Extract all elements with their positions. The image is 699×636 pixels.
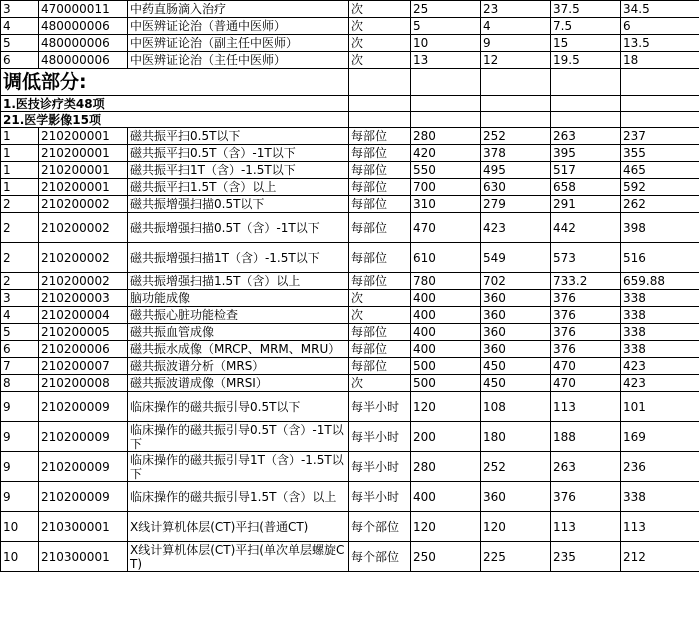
table-cell[interactable]: 263	[551, 452, 621, 482]
table-row	[1, 542, 699, 572]
table-cell[interactable]: 101	[621, 392, 699, 422]
table-cell[interactable]: 每个部位	[349, 512, 411, 542]
table-cell[interactable]: 702	[481, 273, 551, 290]
table-cell[interactable]: 360	[481, 482, 551, 512]
table-cell[interactable]: X线计算机体层(CT)平扫(普通CT)	[128, 512, 349, 542]
table-cell[interactable]: 120	[411, 392, 481, 422]
table-row	[1, 145, 699, 162]
section-title-row	[1, 69, 699, 96]
table-cell[interactable]: 脑功能成像	[128, 290, 349, 307]
empty-cell[interactable]	[621, 112, 699, 128]
table-cell[interactable]: 291	[551, 196, 621, 213]
table-cell[interactable]: 210200009	[39, 392, 128, 422]
table-cell[interactable]: 10	[1, 542, 39, 572]
table-cell[interactable]: 每部位	[349, 358, 411, 375]
table-cell[interactable]: 400	[411, 341, 481, 358]
table-cell[interactable]: 4	[1, 18, 39, 35]
table-cell[interactable]: 210200009	[39, 482, 128, 512]
table-cell[interactable]: 210200001	[39, 162, 128, 179]
table-cell[interactable]: 临床操作的磁共振引导1.5T（含）以上	[128, 482, 349, 512]
empty-cell[interactable]	[621, 96, 699, 112]
table-cell[interactable]: 每半小时	[349, 392, 411, 422]
table-cell[interactable]: 2	[1, 213, 39, 243]
table-cell[interactable]: 210200007	[39, 358, 128, 375]
table-cell[interactable]: 5	[1, 324, 39, 341]
table-cell[interactable]: 中药直肠滴入治疗	[128, 1, 349, 18]
table-row	[1, 452, 699, 482]
table-cell[interactable]: 次	[349, 290, 411, 307]
table-cell[interactable]: 376	[551, 324, 621, 341]
table-cell[interactable]: 338	[621, 482, 699, 512]
table-cell[interactable]: 210200002	[39, 213, 128, 243]
table-cell[interactable]: 次	[349, 52, 411, 69]
table-cell[interactable]: 1	[1, 145, 39, 162]
table-cell[interactable]: 中医辨证论治（普通中医师）	[128, 18, 349, 35]
empty-cell[interactable]	[551, 112, 621, 128]
table-cell[interactable]: 9	[1, 452, 39, 482]
table-cell[interactable]: 500	[411, 358, 481, 375]
table-cell[interactable]: 517	[551, 162, 621, 179]
table-row	[1, 512, 699, 542]
table-cell[interactable]: 1	[1, 162, 39, 179]
table-cell[interactable]: 210200006	[39, 341, 128, 358]
table-cell[interactable]: 113	[621, 512, 699, 542]
table-row	[1, 422, 699, 452]
table-cell[interactable]: 中医辨证论治（主任中医师）	[128, 52, 349, 69]
subsection-row	[1, 96, 699, 112]
table-cell[interactable]: 每半小时	[349, 482, 411, 512]
table-cell[interactable]: 磁共振增强扫描1.5T（含）以上	[128, 273, 349, 290]
table-cell[interactable]: 338	[621, 307, 699, 324]
table-cell[interactable]: 5	[1, 35, 39, 52]
table-cell[interactable]: 3	[1, 290, 39, 307]
table-cell[interactable]: 210200002	[39, 243, 128, 273]
table-cell[interactable]: 6	[1, 341, 39, 358]
table-cell[interactable]: 磁共振心脏功能检查	[128, 307, 349, 324]
table-cell[interactable]: 280	[411, 452, 481, 482]
empty-cell[interactable]	[411, 69, 481, 96]
table-cell[interactable]: 733.2	[551, 273, 621, 290]
table-row	[1, 35, 699, 52]
table-cell[interactable]: 每部位	[349, 213, 411, 243]
table-cell[interactable]: 磁共振波谱成像（MRSI）	[128, 375, 349, 392]
table-cell[interactable]: 每部位	[349, 324, 411, 341]
table-row	[1, 162, 699, 179]
table-cell[interactable]: 37.5	[551, 1, 621, 18]
table-cell[interactable]: 280	[411, 128, 481, 145]
table-cell[interactable]: 495	[481, 162, 551, 179]
table-cell[interactable]: 10	[1, 512, 39, 542]
table-cell[interactable]: 210200002	[39, 273, 128, 290]
table-cell[interactable]: 210200009	[39, 422, 128, 452]
table-cell[interactable]: 400	[411, 307, 481, 324]
table-cell[interactable]: 磁共振血管成像	[128, 324, 349, 341]
table-cell[interactable]: 每半小时	[349, 422, 411, 452]
table-cell[interactable]: 6	[1, 52, 39, 69]
table-cell[interactable]: 378	[481, 145, 551, 162]
table-cell[interactable]: 磁共振平扫0.5T（含）-1T以下	[128, 145, 349, 162]
table-cell[interactable]: X线计算机体层(CT)平扫(单次单层螺旋CT)	[128, 542, 349, 572]
table-cell[interactable]: 临床操作的磁共振引导1T（含）-1.5T以下	[128, 452, 349, 482]
table-cell[interactable]: 263	[551, 128, 621, 145]
table-cell[interactable]: 9	[1, 482, 39, 512]
empty-cell[interactable]	[481, 112, 551, 128]
table-cell[interactable]: 磁共振水成像（MRCP、MRM、MRU）	[128, 341, 349, 358]
table-cell[interactable]: 235	[551, 542, 621, 572]
empty-cell[interactable]	[551, 69, 621, 96]
table-cell[interactable]: 470	[551, 375, 621, 392]
empty-cell[interactable]	[411, 96, 481, 112]
table-cell[interactable]: 470000011	[39, 1, 128, 18]
table-cell[interactable]: 每部位	[349, 341, 411, 358]
table-cell[interactable]: 236	[621, 452, 699, 482]
empty-cell[interactable]	[481, 69, 551, 96]
table-cell[interactable]: 252	[481, 452, 551, 482]
table-cell[interactable]: 23	[481, 1, 551, 18]
table-cell[interactable]: 376	[551, 307, 621, 324]
empty-cell[interactable]	[411, 112, 481, 128]
table-cell[interactable]: 每部位	[349, 145, 411, 162]
table-cell[interactable]: 次	[349, 18, 411, 35]
table-cell[interactable]: 34.5	[621, 1, 699, 18]
table-cell[interactable]: 480000006	[39, 18, 128, 35]
table-cell[interactable]: 200	[411, 422, 481, 452]
empty-cell[interactable]	[481, 96, 551, 112]
table-cell[interactable]: 4	[1, 307, 39, 324]
table-cell[interactable]: 279	[481, 196, 551, 213]
table-row	[1, 324, 699, 341]
table-cell[interactable]: 610	[411, 243, 481, 273]
table-cell[interactable]: 423	[621, 375, 699, 392]
table-cell[interactable]: 210300001	[39, 512, 128, 542]
table-cell[interactable]: 每部位	[349, 162, 411, 179]
table-cell[interactable]: 376	[551, 290, 621, 307]
table-cell[interactable]: 442	[551, 213, 621, 243]
table-cell[interactable]: 400	[411, 324, 481, 341]
table-cell[interactable]: 212	[621, 542, 699, 572]
table-cell[interactable]: 5	[411, 18, 481, 35]
empty-cell[interactable]	[349, 96, 411, 112]
table-cell[interactable]: 360	[481, 324, 551, 341]
table-cell[interactable]: 210200002	[39, 196, 128, 213]
table-cell[interactable]: 400	[411, 290, 481, 307]
table-row	[1, 1, 699, 18]
table-cell[interactable]: 237	[621, 128, 699, 145]
empty-cell[interactable]	[349, 112, 411, 128]
table-cell[interactable]: 120	[411, 512, 481, 542]
empty-cell[interactable]	[551, 96, 621, 112]
table-row	[1, 273, 699, 290]
table-cell[interactable]: 376	[551, 341, 621, 358]
table-cell[interactable]: 12	[481, 52, 551, 69]
table-cell[interactable]: 310	[411, 196, 481, 213]
table-cell[interactable]: 磁共振平扫1.5T（含）以上	[128, 179, 349, 196]
table-row	[1, 18, 699, 35]
table-cell[interactable]: 516	[621, 243, 699, 273]
table-cell[interactable]: 355	[621, 145, 699, 162]
section-title-row-label[interactable]: 调低部分:	[1, 69, 349, 96]
table-cell[interactable]: 169	[621, 422, 699, 452]
table-cell[interactable]: 210200001	[39, 128, 128, 145]
table-cell[interactable]: 450	[481, 358, 551, 375]
table-cell[interactable]: 次	[349, 1, 411, 18]
table-cell[interactable]: 210200003	[39, 290, 128, 307]
table-cell[interactable]: 225	[481, 542, 551, 572]
table-row	[1, 358, 699, 375]
table-cell[interactable]: 360	[481, 341, 551, 358]
table-cell[interactable]: 210200001	[39, 179, 128, 196]
table-cell[interactable]: 每部位	[349, 179, 411, 196]
table-cell[interactable]: 7.5	[551, 18, 621, 35]
table-cell[interactable]: 次	[349, 35, 411, 52]
table-cell[interactable]: 10	[411, 35, 481, 52]
table-cell[interactable]: 中医辨证论治（副主任中医师）	[128, 35, 349, 52]
table-cell[interactable]: 630	[481, 179, 551, 196]
table-cell[interactable]: 磁共振增强扫描0.5T（含）-1T以下	[128, 213, 349, 243]
table-cell[interactable]: 338	[621, 341, 699, 358]
table-cell[interactable]: 120	[481, 512, 551, 542]
table-row	[1, 243, 699, 273]
table-cell[interactable]: 573	[551, 243, 621, 273]
subsection-row	[1, 112, 699, 128]
table-cell[interactable]: 700	[411, 179, 481, 196]
table-cell[interactable]: 每半小时	[349, 452, 411, 482]
table-cell[interactable]: 470	[551, 358, 621, 375]
table-cell[interactable]: 8	[1, 375, 39, 392]
table-row	[1, 375, 699, 392]
table-cell[interactable]: 临床操作的磁共振引导0.5T以下	[128, 392, 349, 422]
table-cell[interactable]: 376	[551, 482, 621, 512]
table-row	[1, 290, 699, 307]
table-row	[1, 128, 699, 145]
table-cell[interactable]: 磁共振波谱分析（MRS）	[128, 358, 349, 375]
table-cell[interactable]: 每部位	[349, 243, 411, 273]
table-cell[interactable]: 113	[551, 512, 621, 542]
table-cell[interactable]: 7	[1, 358, 39, 375]
table-row	[1, 179, 699, 196]
table-cell[interactable]: 360	[481, 307, 551, 324]
subsection-row-label[interactable]: 1.医技诊疗类48项	[1, 96, 349, 112]
empty-cell[interactable]	[349, 69, 411, 96]
table-row	[1, 392, 699, 422]
table-cell[interactable]: 360	[481, 290, 551, 307]
table-cell[interactable]: 658	[551, 179, 621, 196]
table-cell[interactable]: 113	[551, 392, 621, 422]
table-cell[interactable]: 659.88	[621, 273, 699, 290]
table-cell[interactable]: 210200004	[39, 307, 128, 324]
empty-cell[interactable]	[621, 69, 699, 96]
table-cell[interactable]: 每部位	[349, 128, 411, 145]
table-cell[interactable]: 480000006	[39, 35, 128, 52]
table-cell[interactable]: 420	[411, 145, 481, 162]
table-cell[interactable]: 210200001	[39, 145, 128, 162]
table-cell[interactable]: 550	[411, 162, 481, 179]
table-cell[interactable]: 磁共振增强扫描1T（含）-1.5T以下	[128, 243, 349, 273]
table-cell[interactable]: 450	[481, 375, 551, 392]
table-cell[interactable]: 次	[349, 307, 411, 324]
table-cell[interactable]: 磁共振平扫1T（含）-1.5T以下	[128, 162, 349, 179]
table-cell[interactable]: 每个部位	[349, 542, 411, 572]
table-cell[interactable]: 临床操作的磁共振引导0.5T（含）-1T以下	[128, 422, 349, 452]
table-cell[interactable]: 6	[621, 18, 699, 35]
table-cell[interactable]: 2	[1, 196, 39, 213]
table-cell[interactable]: 每部位	[349, 273, 411, 290]
table-cell[interactable]: 549	[481, 243, 551, 273]
table-cell[interactable]: 250	[411, 542, 481, 572]
table-cell[interactable]: 500	[411, 375, 481, 392]
table-cell[interactable]: 次	[349, 375, 411, 392]
table-cell[interactable]: 423	[481, 213, 551, 243]
table-cell[interactable]: 780	[411, 273, 481, 290]
table-row	[1, 482, 699, 512]
table-cell[interactable]: 13	[411, 52, 481, 69]
table-cell[interactable]: 9	[1, 392, 39, 422]
table-cell[interactable]: 423	[621, 358, 699, 375]
table-cell[interactable]: 180	[481, 422, 551, 452]
table-cell[interactable]: 19.5	[551, 52, 621, 69]
table-cell[interactable]: 2	[1, 273, 39, 290]
table-cell[interactable]: 465	[621, 162, 699, 179]
table-cell[interactable]: 1	[1, 179, 39, 196]
table-cell[interactable]: 398	[621, 213, 699, 243]
table-cell[interactable]: 15	[551, 35, 621, 52]
table-cell[interactable]: 210200005	[39, 324, 128, 341]
table-cell[interactable]: 每部位	[349, 196, 411, 213]
table-cell[interactable]: 9	[481, 35, 551, 52]
table-row	[1, 213, 699, 243]
table-cell[interactable]: 470	[411, 213, 481, 243]
table-cell[interactable]: 188	[551, 422, 621, 452]
table-cell[interactable]: 4	[481, 18, 551, 35]
table-row	[1, 341, 699, 358]
table-row	[1, 307, 699, 324]
table-cell[interactable]: 磁共振增强扫描0.5T以下	[128, 196, 349, 213]
table-row	[1, 52, 699, 69]
table-cell[interactable]: 338	[621, 290, 699, 307]
table-cell[interactable]: 480000006	[39, 52, 128, 69]
table-cell[interactable]: 18	[621, 52, 699, 69]
table-cell[interactable]: 3	[1, 1, 39, 18]
table-cell[interactable]: 252	[481, 128, 551, 145]
table-cell[interactable]: 13.5	[621, 35, 699, 52]
subsection-row-label[interactable]: 21.医学影像15项	[1, 112, 349, 128]
table-cell[interactable]: 2	[1, 243, 39, 273]
table-cell[interactable]: 108	[481, 392, 551, 422]
table-cell[interactable]: 395	[551, 145, 621, 162]
table-cell[interactable]: 210300001	[39, 542, 128, 572]
table-cell[interactable]: 262	[621, 196, 699, 213]
table-cell[interactable]: 592	[621, 179, 699, 196]
table-row	[1, 196, 699, 213]
table-cell[interactable]: 磁共振平扫0.5T以下	[128, 128, 349, 145]
table-cell[interactable]: 338	[621, 324, 699, 341]
table-cell[interactable]: 1	[1, 128, 39, 145]
table-cell[interactable]: 25	[411, 1, 481, 18]
table-cell[interactable]: 210200008	[39, 375, 128, 392]
table-cell[interactable]: 9	[1, 422, 39, 452]
table-cell[interactable]: 400	[411, 482, 481, 512]
table-cell[interactable]: 210200009	[39, 452, 128, 482]
